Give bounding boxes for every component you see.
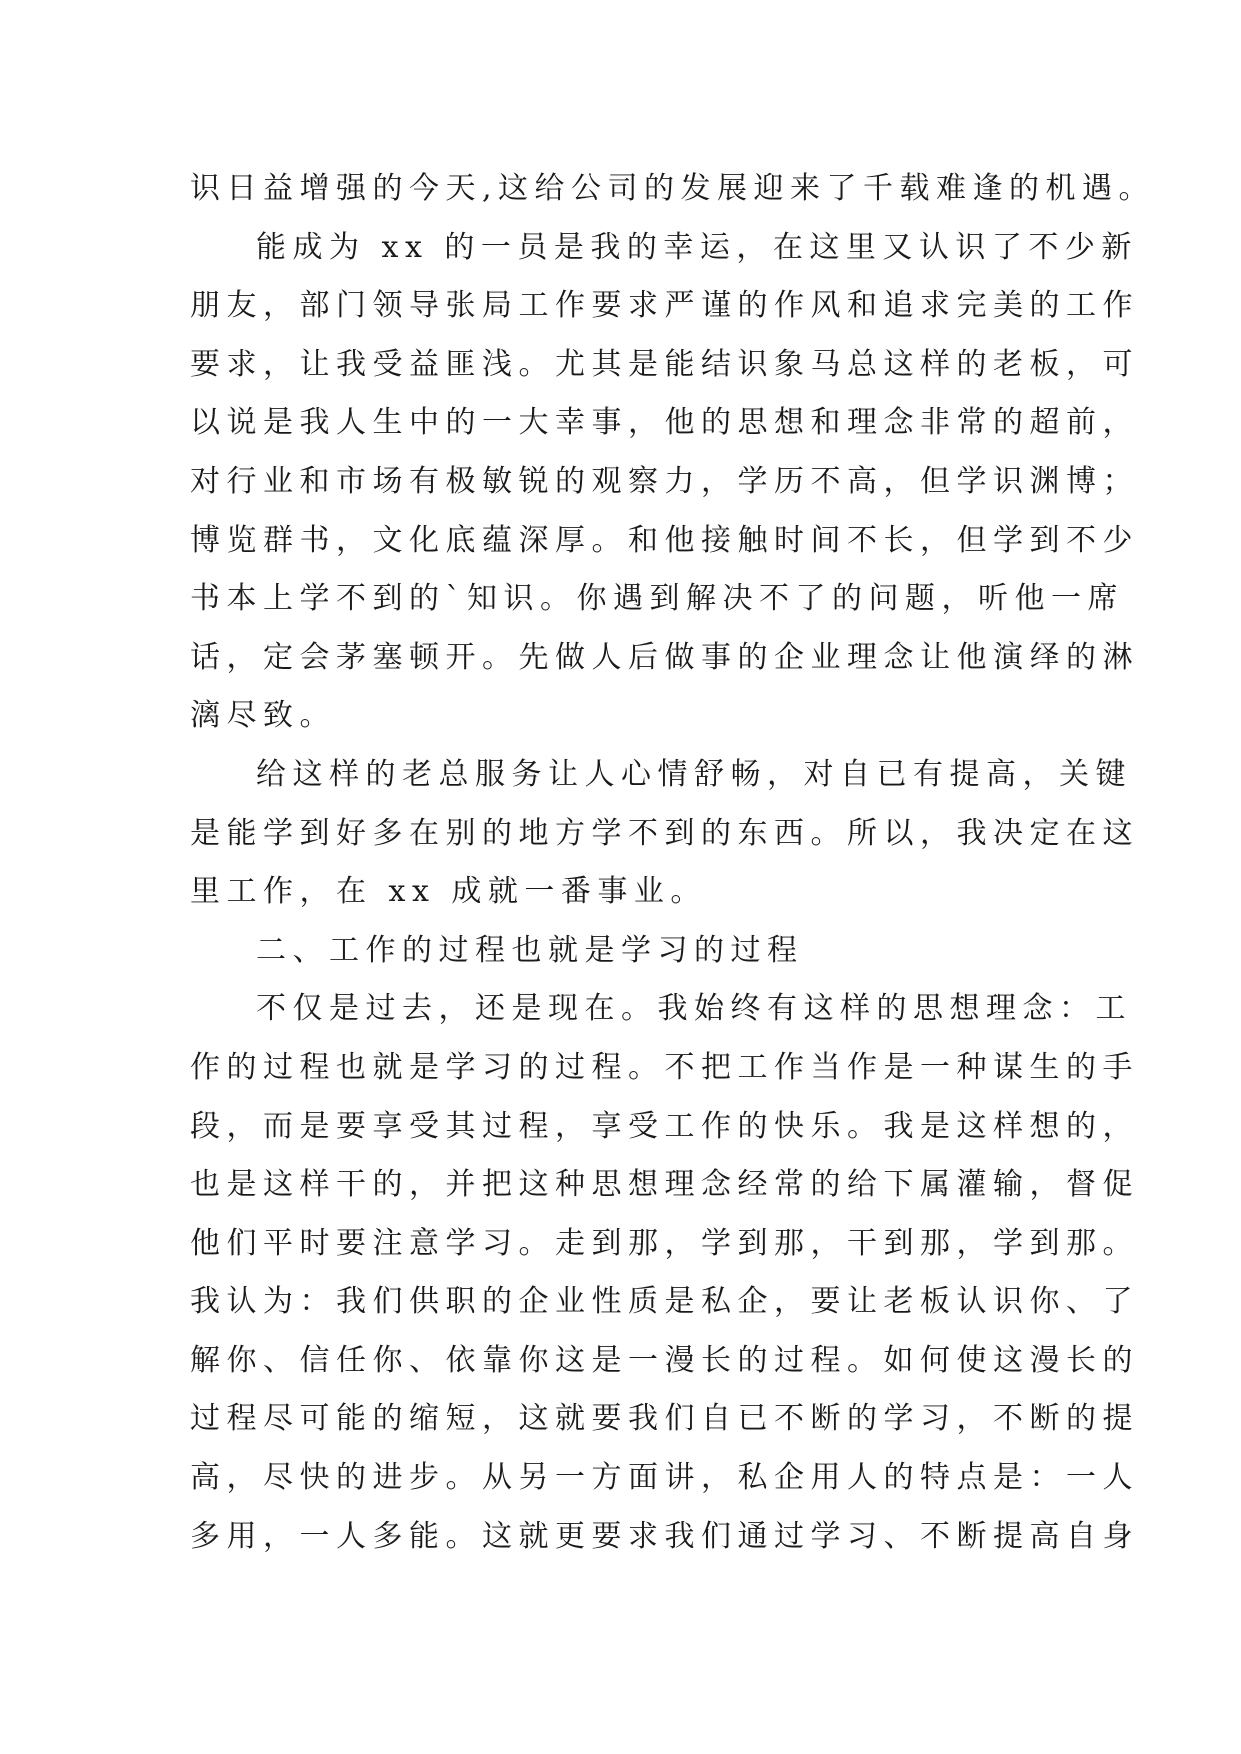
text-line: 里工作，在 xx 成就一番事业。 (190, 874, 707, 910)
text-line: 识日益增强的今天,这给公司的发展迎来了千载难逢的机遇。 (190, 171, 1156, 206)
text-line: 博览群书，文化底蕴深厚。和他接触时间不长，但学到不少 (190, 522, 1139, 558)
text-line: 二、工作的过程也就是学习的过程 (256, 932, 804, 968)
text-line: 作的过程也就是学习的过程。不把工作当作是一种谋生的手 (190, 1049, 1139, 1085)
text-line: 多用，一人多能。这就更要求我们通过学习、不断提高自身 (190, 1518, 1139, 1554)
text-line: 话，定会茅塞顿开。先做人后做事的企业理念让他演绎的淋 (190, 639, 1139, 675)
text-line: 不仅是过去，还是现在。我始终有这样的思想理念：工 (256, 991, 1132, 1027)
text-line: 是能学到好多在别的地方学不到的东西。所以，我决定在这 (190, 815, 1139, 851)
document-body (190, 160, 1156, 1566)
text-line: 高，尽快的进步。从另一方面讲，私企用人的特点是：一人 (190, 1460, 1139, 1496)
text-line: 以说是我人生中的一大幸事，他的思想和理念非常的超前， (190, 405, 1139, 441)
text-line: 也是这样干的，并把这种思想理念经常的给下属灌输，督促 (190, 1167, 1139, 1203)
text-line: 我认为：我们供职的企业性质是私企，要让老板认识你、了 (190, 1284, 1139, 1320)
text-line: 他们平时要注意学习。走到那，学到那，干到那，学到那。 (190, 1225, 1139, 1261)
text-line: 过程尽可能的缩短，这就要我们自已不断的学习，不断的提 (190, 1401, 1139, 1437)
text-line: 给这样的老总服务让人心情舒畅，对自已有提高，关键 (256, 756, 1132, 792)
text-line: 解你、信任你、依靠你这是一漫长的过程。如何使这漫长的 (190, 1342, 1139, 1378)
text-line: 要求，让我受益匪浅。尤其是能结识象马总这样的老板，可 (190, 346, 1139, 382)
text-line: 能成为 xx 的一员是我的幸运，在这里又认识了不少新 (256, 229, 1138, 265)
text-line: 对行业和市场有极敏锐的观察力，学历不高，但学识渊博； (190, 463, 1139, 499)
text-line: 朋友，部门领导张局工作要求严谨的作风和追求完美的工作 (190, 288, 1139, 324)
text-line: 漓尽致。 (190, 698, 336, 734)
text-line: 段，而是要享受其过程，享受工作的快乐。我是这样想的， (190, 1108, 1139, 1144)
text-line: 书本上学不到的`知识。你遇到解决不了的问题，听他一席 (190, 581, 1124, 617)
